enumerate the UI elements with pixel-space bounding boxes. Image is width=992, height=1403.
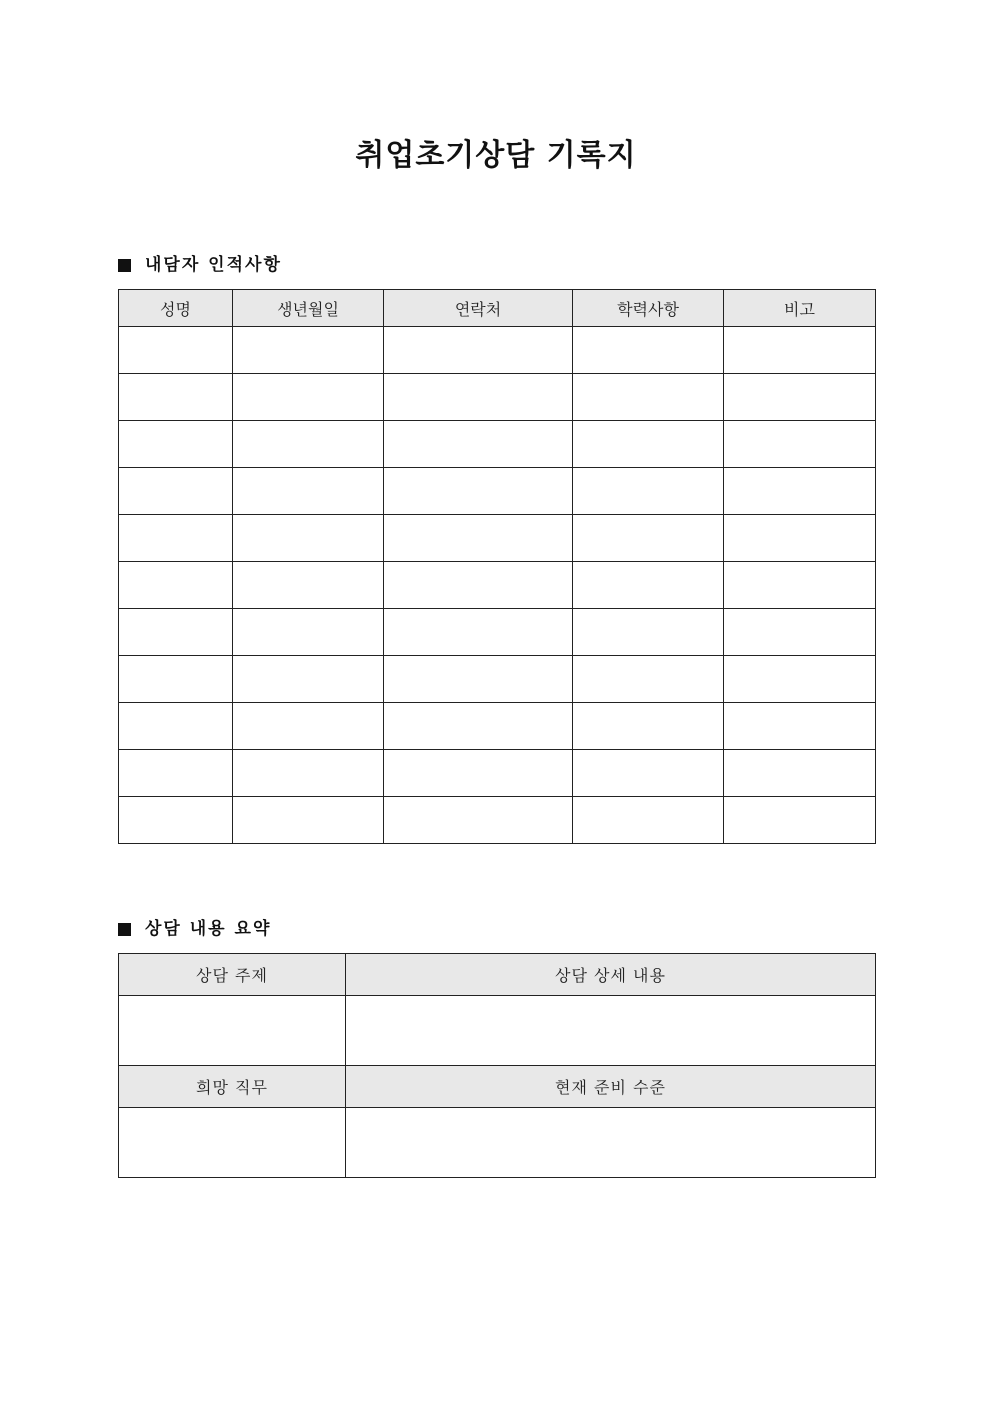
birthdate-cell[interactable] — [233, 656, 384, 703]
birthdate-cell[interactable] — [233, 374, 384, 421]
remarks-cell[interactable] — [724, 468, 876, 515]
education-cell[interactable] — [573, 421, 724, 468]
table-row — [119, 562, 876, 609]
education-cell[interactable] — [573, 609, 724, 656]
birthdate-cell[interactable] — [233, 797, 384, 844]
section-heading-text: 내담자 인적사항 — [145, 255, 282, 275]
table-row — [119, 703, 876, 750]
section-heading-client-info — [118, 253, 282, 277]
table-header-row — [119, 954, 876, 996]
contact-cell[interactable] — [384, 562, 573, 609]
counseling-topic-field[interactable] — [119, 996, 346, 1066]
table-header-row — [119, 290, 876, 327]
education-cell[interactable] — [573, 327, 724, 374]
table-row — [119, 421, 876, 468]
name-cell[interactable] — [119, 562, 233, 609]
contact-cell[interactable] — [384, 609, 573, 656]
education-cell[interactable] — [573, 562, 724, 609]
square-bullet-icon — [118, 259, 131, 272]
column-header-education: 학력사항 — [573, 290, 724, 327]
education-cell[interactable] — [573, 374, 724, 421]
current-preparation-field[interactable] — [346, 1108, 876, 1178]
page-title: 취업초기상담 기록지 — [355, 138, 637, 173]
table-row — [119, 996, 876, 1066]
table-row — [119, 656, 876, 703]
contact-cell[interactable] — [384, 703, 573, 750]
table-row — [119, 609, 876, 656]
name-cell[interactable] — [119, 327, 233, 374]
table-row — [119, 327, 876, 374]
contact-cell[interactable] — [384, 421, 573, 468]
table-row — [119, 374, 876, 421]
header-counseling-topic: 상담 주제 — [119, 954, 346, 996]
name-cell[interactable] — [119, 703, 233, 750]
name-cell[interactable] — [119, 656, 233, 703]
contact-cell[interactable] — [384, 374, 573, 421]
birthdate-cell[interactable] — [233, 421, 384, 468]
name-cell[interactable] — [119, 421, 233, 468]
table-row — [119, 515, 876, 562]
name-cell[interactable] — [119, 468, 233, 515]
education-cell[interactable] — [573, 797, 724, 844]
square-bullet-icon — [118, 923, 131, 936]
education-cell[interactable] — [573, 703, 724, 750]
remarks-cell[interactable] — [724, 421, 876, 468]
contact-cell[interactable] — [384, 797, 573, 844]
remarks-cell[interactable] — [724, 703, 876, 750]
remarks-cell[interactable] — [724, 515, 876, 562]
education-cell[interactable] — [573, 468, 724, 515]
section-heading-counseling-summary — [118, 917, 271, 941]
header-current-preparation: 현재 준비 수준 — [346, 1066, 876, 1108]
education-cell[interactable] — [573, 656, 724, 703]
table-row — [119, 797, 876, 844]
header-desired-job: 희망 직무 — [119, 1066, 346, 1108]
remarks-cell[interactable] — [724, 656, 876, 703]
birthdate-cell[interactable] — [233, 703, 384, 750]
contact-cell[interactable] — [384, 468, 573, 515]
table-row — [119, 750, 876, 797]
birthdate-cell[interactable] — [233, 562, 384, 609]
contact-cell[interactable] — [384, 515, 573, 562]
contact-cell[interactable] — [384, 656, 573, 703]
remarks-cell[interactable] — [724, 327, 876, 374]
column-header-name: 성명 — [119, 290, 233, 327]
remarks-cell[interactable] — [724, 797, 876, 844]
education-cell[interactable] — [573, 515, 724, 562]
birthdate-cell[interactable] — [233, 515, 384, 562]
birthdate-cell[interactable] — [233, 327, 384, 374]
desired-job-field[interactable] — [119, 1108, 346, 1178]
name-cell[interactable] — [119, 515, 233, 562]
client-info-table — [118, 289, 876, 844]
birthdate-cell[interactable] — [233, 750, 384, 797]
column-header-remarks: 비고 — [724, 290, 876, 327]
name-cell[interactable] — [119, 374, 233, 421]
contact-cell[interactable] — [384, 750, 573, 797]
birthdate-cell[interactable] — [233, 609, 384, 656]
name-cell[interactable] — [119, 609, 233, 656]
table-row — [119, 1108, 876, 1178]
header-counseling-details: 상담 상세 내용 — [346, 954, 876, 996]
education-cell[interactable] — [573, 750, 724, 797]
contact-cell[interactable] — [384, 327, 573, 374]
counseling-details-field[interactable] — [346, 996, 876, 1066]
remarks-cell[interactable] — [724, 750, 876, 797]
counseling-summary-table — [118, 953, 876, 1178]
birthdate-cell[interactable] — [233, 468, 384, 515]
remarks-cell[interactable] — [724, 374, 876, 421]
table-row — [119, 468, 876, 515]
column-header-contact: 연락처 — [384, 290, 573, 327]
remarks-cell[interactable] — [724, 562, 876, 609]
table-header-row — [119, 1066, 876, 1108]
section-heading-text: 상담 내용 요약 — [145, 919, 272, 939]
column-header-birthdate: 생년월일 — [233, 290, 384, 327]
remarks-cell[interactable] — [724, 609, 876, 656]
name-cell[interactable] — [119, 750, 233, 797]
name-cell[interactable] — [119, 797, 233, 844]
